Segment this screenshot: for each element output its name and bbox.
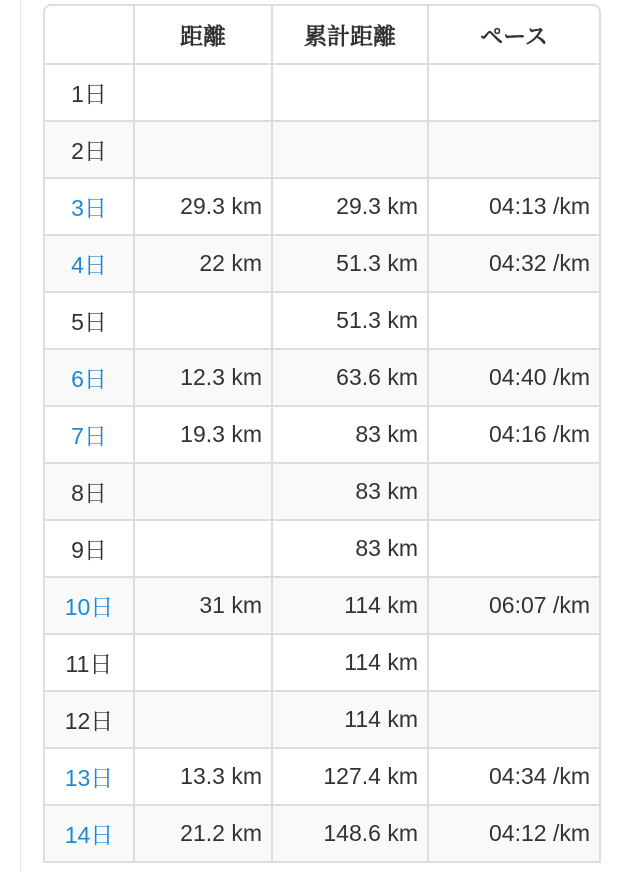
distance-cell [134, 634, 272, 691]
day-cell [45, 121, 134, 178]
day-cell [45, 805, 134, 862]
day-cell [45, 691, 134, 748]
day-link[interactable]: 3日 [71, 195, 107, 221]
table-row [45, 349, 599, 406]
day-label: 8日 [71, 480, 107, 506]
distance-cell: 31 km [134, 577, 272, 634]
pace-cell: 06:07 /km [428, 577, 599, 634]
distance-cell [134, 121, 272, 178]
pace-cell [428, 292, 599, 349]
pace-cell [428, 691, 599, 748]
day-label: 2日 [71, 138, 107, 164]
day-label: 1日 [71, 81, 107, 107]
day-link[interactable]: 6日 [71, 366, 107, 392]
table-row [45, 121, 599, 178]
container-border [20, 0, 21, 872]
pace-cell [428, 463, 599, 520]
day-cell [45, 349, 134, 406]
distance-cell [134, 64, 272, 121]
table-header [45, 6, 599, 64]
table-body [45, 64, 599, 862]
table-row [45, 178, 599, 235]
day-link[interactable]: 4日 [71, 252, 107, 278]
cumulative-distance-cell: 51.3 km [272, 292, 428, 349]
distance-cell [134, 463, 272, 520]
day-cell [45, 235, 134, 292]
pace-cell: 04:40 /km [428, 349, 599, 406]
table-row [45, 691, 599, 748]
day-link[interactable]: 14日 [64, 822, 114, 848]
distance-cell: 19.3 km [134, 406, 272, 463]
header-cumulative-distance: 累計距離 [272, 6, 428, 64]
distance-cell: 13.3 km [134, 748, 272, 805]
table-row [45, 235, 599, 292]
pace-cell: 04:34 /km [428, 748, 599, 805]
distance-cell: 21.2 km [134, 805, 272, 862]
distance-cell: 29.3 km [134, 178, 272, 235]
pace-cell [428, 121, 599, 178]
day-link[interactable]: 13日 [64, 765, 114, 791]
cumulative-distance-cell: 148.6 km [272, 805, 428, 862]
cumulative-distance-cell: 114 km [272, 691, 428, 748]
table-row [45, 805, 599, 862]
distance-cell [134, 691, 272, 748]
cumulative-distance-cell: 127.4 km [272, 748, 428, 805]
header-pace: ペース [428, 6, 599, 64]
distance-cell: 22 km [134, 235, 272, 292]
header-distance: 距離 [134, 6, 272, 64]
day-label: 11日 [65, 651, 113, 677]
distance-cell: 12.3 km [134, 349, 272, 406]
table-row [45, 292, 599, 349]
day-link[interactable]: 7日 [71, 423, 107, 449]
day-cell [45, 577, 134, 634]
pace-cell: 04:32 /km [428, 235, 599, 292]
day-cell [45, 64, 134, 121]
cumulative-distance-cell: 83 km [272, 520, 428, 577]
day-cell [45, 748, 134, 805]
cumulative-distance-cell: 29.3 km [272, 178, 428, 235]
cumulative-distance-cell: 63.6 km [272, 349, 428, 406]
table-row [45, 463, 599, 520]
pace-cell: 04:13 /km [428, 178, 599, 235]
pace-cell [428, 64, 599, 121]
cumulative-distance-cell: 114 km [272, 577, 428, 634]
distance-cell [134, 292, 272, 349]
day-cell [45, 520, 134, 577]
day-label: 9日 [71, 537, 107, 563]
table-row [45, 577, 599, 634]
monthly-distance-table [45, 6, 599, 863]
day-cell [45, 292, 134, 349]
distance-cell [134, 520, 272, 577]
pace-cell [428, 520, 599, 577]
cumulative-distance-cell: 51.3 km [272, 235, 428, 292]
cumulative-distance-cell: 83 km [272, 463, 428, 520]
cumulative-distance-cell: 114 km [272, 634, 428, 691]
day-cell [45, 178, 134, 235]
pace-cell: 04:12 /km [428, 805, 599, 862]
pace-cell: 04:16 /km [428, 406, 599, 463]
table-row [45, 748, 599, 805]
table-row [45, 520, 599, 577]
day-link[interactable]: 10日 [64, 594, 114, 620]
day-cell [45, 634, 134, 691]
header-row [45, 6, 599, 64]
pace-cell [428, 634, 599, 691]
day-label: 5日 [71, 309, 107, 335]
table-row [45, 634, 599, 691]
day-label: 12日 [64, 708, 114, 734]
table-row [45, 64, 599, 121]
header-day [45, 6, 134, 64]
day-cell [45, 463, 134, 520]
cumulative-distance-cell [272, 121, 428, 178]
cumulative-distance-cell: 83 km [272, 406, 428, 463]
monthly-distance-table-container [43, 4, 601, 863]
table-row [45, 406, 599, 463]
cumulative-distance-cell [272, 64, 428, 121]
day-cell [45, 406, 134, 463]
